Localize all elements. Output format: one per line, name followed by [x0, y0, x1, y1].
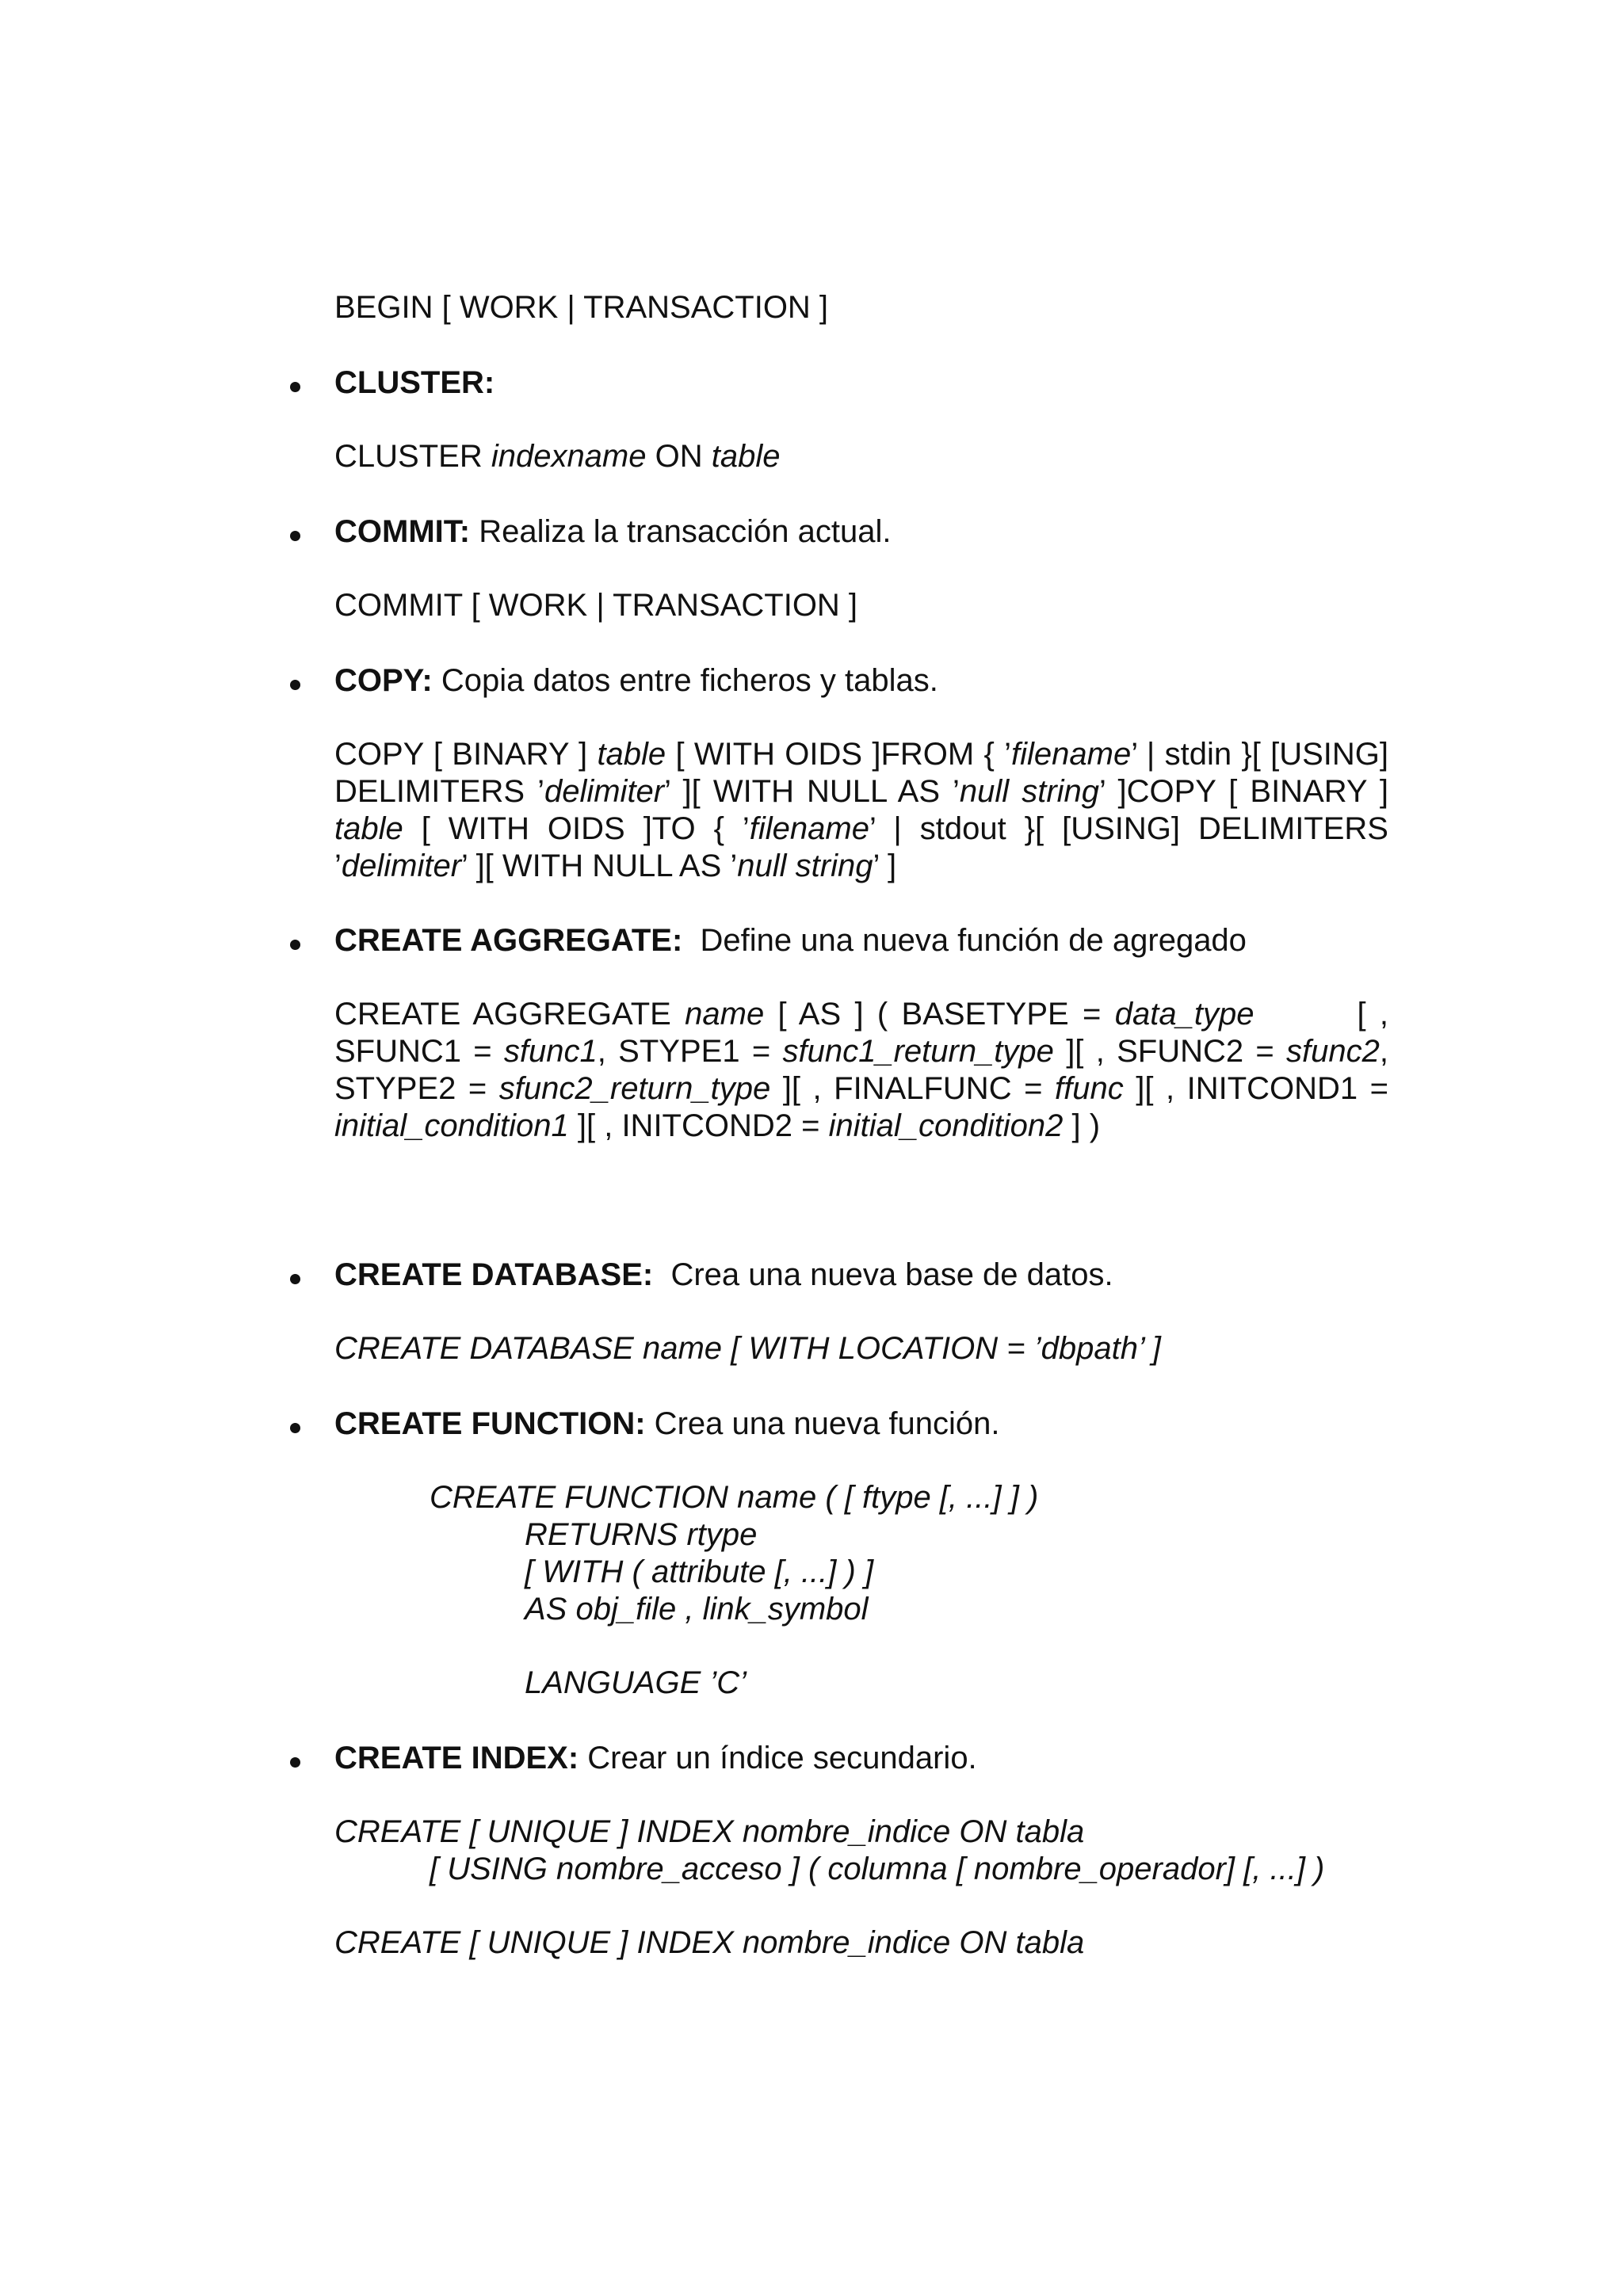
create-function-syntax-line: LANGUAGE ’C’	[525, 1665, 747, 1700]
create-aggregate-syntax-line: CREATE AGGREGATE name [ AS ] ( BASETYPE = data_type [ ,	[334, 997, 1388, 1032]
bullet-icon	[290, 680, 300, 690]
create-aggregate-syntax-line: STYPE2 = sfunc2_return_type ][ , FINALFUNC = ffunc ][ , INITCOND1 =	[334, 1071, 1389, 1106]
commit-heading	[334, 513, 891, 551]
bullet-icon	[290, 382, 300, 392]
create-index-heading	[334, 1740, 977, 1777]
create-aggregate-description: Define una nueva función de agregado	[682, 923, 1247, 958]
create-database-description: Crea una nueva base de datos.	[653, 1257, 1113, 1292]
create-function-syntax-line: CREATE FUNCTION name ( [ ftype [, ...] ] )	[430, 1480, 1039, 1515]
create-function-syntax-line: [ WITH ( attribute [, ...] ) ]	[525, 1554, 874, 1589]
create-function-description: Crea una nueva función.	[645, 1406, 1000, 1441]
begin-syntax: BEGIN [ WORK | TRANSACTION ]	[334, 290, 829, 325]
create-index-syntax-line: [ USING nombre_acceso ] ( columna [ nombre_operador] [, ...] )	[430, 1852, 1325, 1886]
create-database-syntax: CREATE DATABASE name [ WITH LOCATION = ’dbpath’ ]	[334, 1331, 1161, 1366]
bullet-icon	[290, 1274, 300, 1284]
create-index-title: CREATE INDEX:	[334, 1741, 579, 1775]
create-aggregate-syntax-line: SFUNC1 = sfunc1, STYPE1 = sfunc1_return_type ][ , SFUNC2 = sfunc2,	[334, 1034, 1388, 1069]
copy-syntax-line: COPY [ BINARY ] table [ WITH OIDS ]FROM { ’filename’ | stdin }[ [USING]	[334, 737, 1389, 772]
copy-syntax-line: ’delimiter’ ][ WITH NULL AS ’null string’ ]	[334, 849, 897, 883]
copy-heading	[334, 662, 938, 700]
create-function-title: CREATE FUNCTION:	[334, 1406, 646, 1441]
create-database-heading	[334, 1257, 1113, 1294]
create-aggregate-heading	[334, 922, 1247, 959]
copy-syntax-line: DELIMITERS ’delimiter’ ][ WITH NULL AS ’null string’ ]COPY [ BINARY ]	[334, 774, 1389, 809]
bullet-icon	[290, 531, 300, 541]
create-aggregate-title: CREATE AGGREGATE:	[334, 923, 683, 958]
commit-description: Realiza la transacción actual.	[470, 514, 892, 549]
create-function-syntax-line: RETURNS rtype	[525, 1517, 758, 1552]
bullet-icon	[290, 940, 300, 950]
commit-syntax: COMMIT [ WORK | TRANSACTION ]	[334, 588, 858, 623]
create-index-syntax-line: CREATE [ UNIQUE ] INDEX nombre_indice ON tabla	[334, 1925, 1085, 1960]
create-aggregate-syntax	[334, 996, 1388, 1145]
create-function-syntax-line: AS obj_file , link_symbol	[525, 1592, 869, 1627]
create-function-heading	[334, 1405, 1000, 1443]
bullet-icon	[290, 1423, 300, 1433]
commit-title: COMMIT:	[334, 514, 471, 549]
copy-syntax-line: table [ WITH OIDS ]TO { ’filename’ | stdout }[ [USING] DELIMITERS	[334, 811, 1388, 846]
create-index-syntax-line: CREATE [ UNIQUE ] INDEX nombre_indice ON tabla	[334, 1814, 1085, 1849]
copy-syntax	[334, 736, 1388, 885]
cluster-syntax: CLUSTER indexname ON table	[334, 439, 781, 474]
cluster-heading	[334, 364, 495, 402]
create-aggregate-syntax-line: initial_condition1 ][ , INITCOND2 = initial_condition2 ] )	[334, 1108, 1101, 1143]
cluster-title: CLUSTER:	[334, 365, 495, 400]
copy-description: Copia datos entre ficheros y tablas.	[432, 663, 938, 698]
bullet-icon	[290, 1757, 300, 1768]
create-database-title: CREATE DATABASE:	[334, 1257, 654, 1292]
create-index-description: Crear un índice secundario.	[579, 1741, 977, 1775]
copy-title: COPY:	[334, 663, 433, 698]
